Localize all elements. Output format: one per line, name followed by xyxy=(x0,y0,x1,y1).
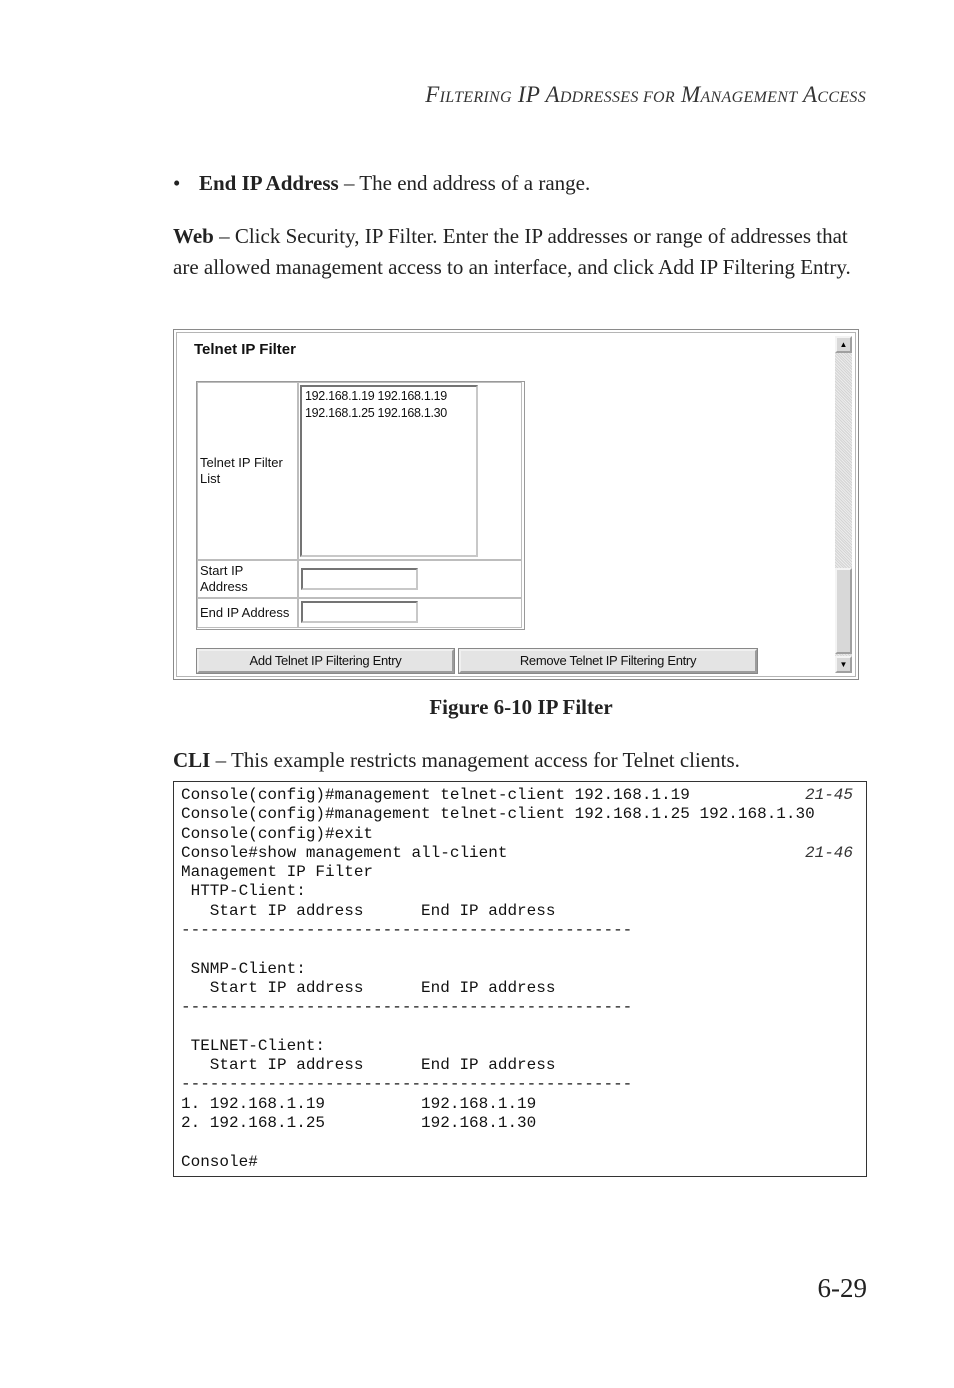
web-text: – Click Security, IP Filter. Enter the IP addresses or range of addresses that are allowed management access to an interface, and click Add IP Filtering Entry. xyxy=(173,224,851,279)
web-term: Web xyxy=(173,224,214,248)
ip-filter-screenshot xyxy=(173,329,859,680)
bullet-end-ip xyxy=(173,168,590,198)
running-head-cap: F xyxy=(425,82,440,107)
cli-intro-text: – This example restricts management access for Telnet clients. xyxy=(210,748,740,772)
list-item[interactable]: 192.168.1.19 192.168.1.19 xyxy=(305,389,447,403)
figure-caption: Figure 6-10 IP Filter xyxy=(429,695,613,719)
running-head-smallcaps: ILTERING xyxy=(439,89,512,106)
screenshot-frame xyxy=(176,332,856,677)
scroll-down-arrow-icon[interactable]: ▼ xyxy=(835,656,852,673)
web-paragraph xyxy=(173,221,863,283)
running-head-smallcaps: ANAGEMENT xyxy=(700,89,798,106)
bullet-dot: • xyxy=(173,171,181,195)
cli-intro xyxy=(173,745,740,775)
list-item[interactable]: 192.168.1.25 192.168.1.30 xyxy=(305,406,447,420)
start-ip-input[interactable] xyxy=(301,568,418,590)
filter-form-table xyxy=(196,381,525,630)
cli-ref-2: 21-46 xyxy=(804,844,853,862)
running-head-cap: IP xyxy=(511,82,546,107)
add-filter-entry-button[interactable]: Add Telnet IP Filtering Entry xyxy=(197,649,454,673)
scroll-up-arrow-icon[interactable]: ▲ xyxy=(835,336,852,353)
end-input-cell xyxy=(298,598,522,628)
cli-example-box xyxy=(173,781,867,1177)
vertical-scrollbar[interactable] xyxy=(835,336,852,673)
cli-term: CLI xyxy=(173,748,211,772)
bullet-term: End IP Address xyxy=(199,171,339,195)
start-label-cell xyxy=(197,560,298,598)
cli-ref-1: 21-45 xyxy=(804,786,853,804)
running-head-cap: A xyxy=(545,82,560,107)
telnet-ip-filter-title: Telnet IP Filter xyxy=(194,341,296,358)
end-ip-label: End IP Address xyxy=(200,605,290,620)
start-input-cell xyxy=(298,560,522,598)
running-head-smallcaps: DDRESSES FOR xyxy=(559,89,675,106)
remove-filter-entry-button[interactable]: Remove Telnet IP Filtering Entry xyxy=(459,649,757,673)
end-ip-input[interactable] xyxy=(301,601,418,623)
scroll-thumb[interactable] xyxy=(835,568,852,654)
list-label-cell xyxy=(197,382,298,560)
list-label: Telnet IP Filter List xyxy=(200,455,283,486)
page-number: 6-29 xyxy=(817,1273,867,1303)
end-label-cell xyxy=(197,598,298,628)
running-head-smallcaps: CCESS xyxy=(817,89,866,106)
running-head-cap: M xyxy=(674,82,701,107)
list-cell xyxy=(298,382,522,560)
running-head xyxy=(425,82,866,108)
bullet-text: – The end address of a range. xyxy=(338,171,591,195)
cli-code: Console(config)#management telnet-client 192.168.1.19 Console(config)#management telnet-client 192.168.1.25 192.168.1.30 Console(config)#exit Console#show management all-client Management IP Filter HTTP-Client: Start IP address End IP address ----------------------------------------------- SNMP-Client: Start IP address End IP address ----------------------------------------------- TELNET-Client: Start IP address End IP address ----------------------------------------------- 1. 192.168.1.19 192.168.1.19 2. 192.168.1.25 192.168.1.30 Console# xyxy=(181,786,815,1171)
start-ip-label: Start IP Address xyxy=(200,563,248,594)
running-head-cap: A xyxy=(797,82,818,107)
running-head-text xyxy=(425,82,866,107)
filter-list-box[interactable] xyxy=(300,385,478,557)
